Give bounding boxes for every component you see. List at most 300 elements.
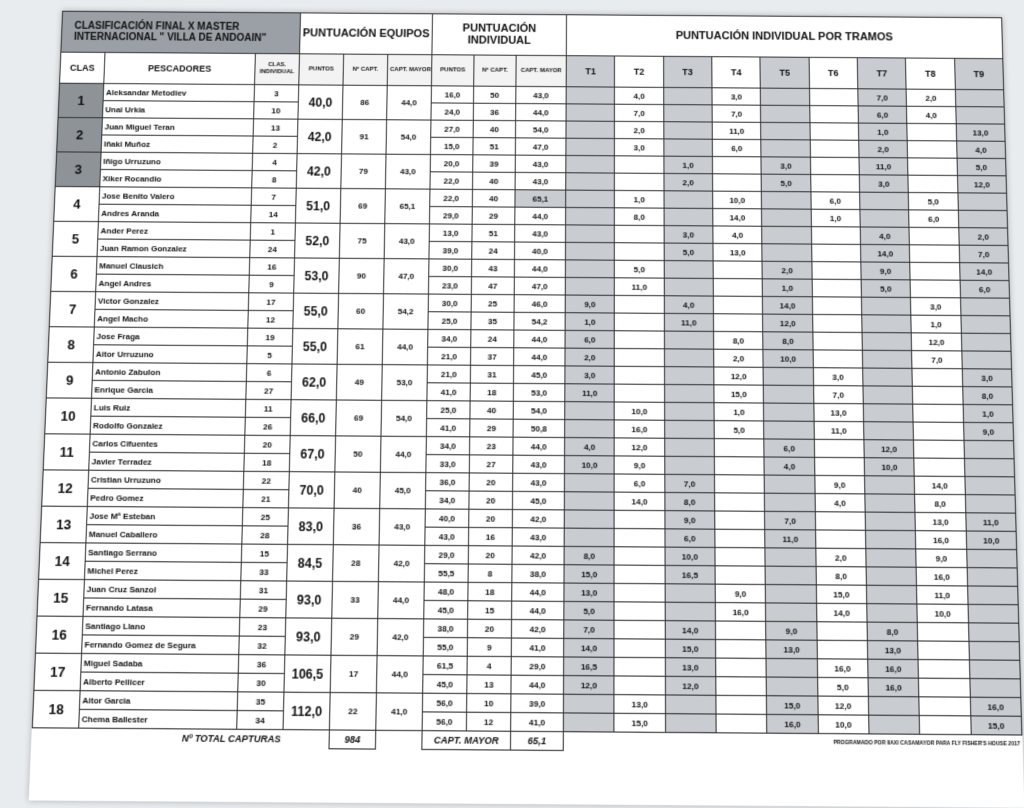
header-puntuacion-equipos: PUNTUACIÓN EQUIPOS bbox=[300, 13, 433, 55]
tramo-score: 9,0 bbox=[815, 475, 865, 493]
tramo-score bbox=[615, 331, 665, 349]
tramo-score bbox=[965, 476, 1016, 494]
individual-points: 45,0 bbox=[424, 600, 468, 619]
tramo-score: 15,0 bbox=[665, 639, 716, 658]
tramo-score: 8,0 bbox=[915, 494, 966, 513]
individual-points: 22,0 bbox=[430, 189, 473, 207]
team-points: 42,0 bbox=[296, 154, 341, 189]
tramo-score bbox=[566, 138, 615, 156]
tramo-score bbox=[565, 402, 615, 420]
tramo-score: 5,0 bbox=[909, 192, 958, 210]
fisher-name: Fernando Gomez de Segura bbox=[82, 635, 240, 655]
team-biggest-capture: 42,0 bbox=[378, 545, 424, 582]
individual-points: 13,0 bbox=[429, 224, 472, 242]
tramo-score: 9,0 bbox=[963, 422, 1013, 440]
individual-biggest-capture: 50,8 bbox=[513, 419, 565, 437]
tramo-score bbox=[716, 695, 767, 714]
col-tramo-7: T7 bbox=[857, 58, 906, 89]
col-n-capt: Nº CAPT. bbox=[343, 54, 388, 85]
tramo-score: 9,0 bbox=[766, 621, 817, 640]
tramo-score: 2,0 bbox=[615, 121, 664, 139]
fisher-name: Jose Benito Valero bbox=[99, 187, 252, 205]
tramo-score: 16,0 bbox=[916, 567, 967, 586]
tramo-score: 7,0 bbox=[912, 351, 962, 369]
team-biggest-capture: 54,2 bbox=[383, 294, 429, 330]
credit-note: PROGRAMADO POR IIAXI CASAMAYOR PARA FLY FISHER'S HOUSE 2017 bbox=[833, 739, 1021, 748]
team-captures: 86 bbox=[342, 85, 387, 120]
tramo-score bbox=[614, 620, 665, 639]
individual-rank: 23 bbox=[239, 618, 285, 637]
tramo-score bbox=[811, 244, 860, 262]
fisher-name: Juan Ramon Gonzalez bbox=[97, 239, 250, 258]
col-ind-puntos: PUNTOS bbox=[431, 55, 474, 86]
tramo-score bbox=[664, 420, 714, 438]
tramo-score: 9,0 bbox=[861, 262, 911, 280]
fisher-name: Cristian Urruzuno bbox=[88, 470, 244, 489]
individual-biggest-capture: 47,0 bbox=[514, 277, 565, 295]
individual-points: 34,0 bbox=[428, 329, 471, 347]
individual-biggest-capture: 54,0 bbox=[513, 401, 565, 419]
tramo-score: 9,0 bbox=[715, 584, 766, 603]
tramo-score: 10,0 bbox=[966, 531, 1017, 550]
tramo-score: 16,0 bbox=[970, 697, 1021, 716]
col-tramo-2: T2 bbox=[615, 56, 664, 87]
individual-captures: 13 bbox=[467, 675, 511, 694]
tramo-score bbox=[910, 245, 960, 263]
tramo-score: 15,0 bbox=[564, 565, 614, 584]
individual-rank: 5 bbox=[247, 346, 293, 364]
individual-rank: 26 bbox=[245, 417, 291, 435]
individual-points: 29,0 bbox=[429, 206, 472, 224]
tramo-score: 3,0 bbox=[859, 175, 908, 193]
individual-rank: 28 bbox=[242, 526, 288, 545]
tramo-score bbox=[664, 402, 714, 420]
fisher-name: Santiago Llano bbox=[82, 616, 239, 636]
tramo-score bbox=[761, 105, 810, 123]
individual-biggest-capture: 44,0 bbox=[512, 583, 564, 602]
tramo-score bbox=[814, 457, 864, 475]
tramo-score bbox=[810, 140, 859, 158]
tramo-score bbox=[564, 528, 614, 547]
tramo-score bbox=[615, 366, 665, 384]
tramo-score bbox=[566, 121, 615, 139]
tramo-score bbox=[969, 641, 1020, 660]
individual-points: 15,0 bbox=[430, 137, 473, 155]
fisher-name: Ander Perez bbox=[98, 222, 251, 241]
individual-captures: 51 bbox=[472, 224, 515, 242]
team-biggest-capture: 54,0 bbox=[386, 120, 431, 155]
tramo-score: 3,0 bbox=[664, 226, 713, 244]
individual-rank: 35 bbox=[237, 692, 284, 711]
individual-captures: 20 bbox=[469, 473, 513, 491]
tramo-score: 4,0 bbox=[664, 296, 713, 314]
fisher-name: Luis Ruiz bbox=[91, 398, 246, 417]
individual-biggest-capture: 44,0 bbox=[514, 348, 565, 366]
tramo-score bbox=[565, 277, 614, 295]
col-tramo-6: T6 bbox=[809, 57, 858, 88]
fisher-name: Rodolfo Gonzalez bbox=[90, 416, 245, 435]
individual-points: 34,0 bbox=[426, 437, 470, 455]
tramo-score: 1,0 bbox=[763, 279, 813, 297]
fisher-name: Fernando Latasa bbox=[83, 598, 240, 618]
tramo-score: 6,0 bbox=[712, 139, 761, 157]
tramo-score bbox=[955, 107, 1004, 125]
tramo-score bbox=[565, 420, 615, 438]
team-points: 55,0 bbox=[293, 293, 339, 329]
fisher-name: Juan Cruz Sanzol bbox=[84, 580, 241, 600]
tramo-score bbox=[614, 528, 664, 547]
tramo-score: 5,0 bbox=[615, 260, 664, 278]
results-body bbox=[32, 83, 1022, 735]
team-biggest-capture: 43,0 bbox=[384, 224, 429, 259]
tramo-score bbox=[714, 457, 764, 475]
tramo-score bbox=[713, 174, 762, 192]
tramo-score: 8,0 bbox=[867, 622, 918, 641]
team-rank: 1 bbox=[58, 83, 104, 118]
individual-points: 23,0 bbox=[428, 276, 471, 294]
team-rank: 9 bbox=[46, 362, 93, 398]
team-rank: 13 bbox=[40, 506, 87, 543]
tramo-score bbox=[614, 583, 664, 602]
tramo-score bbox=[864, 422, 914, 440]
tramo-score bbox=[716, 658, 767, 677]
tramo-score: 1,0 bbox=[858, 123, 907, 141]
individual-points: 25,0 bbox=[427, 401, 470, 419]
results-table bbox=[31, 11, 1023, 755]
team-points: 55,0 bbox=[292, 328, 338, 364]
tramo-score: 6,0 bbox=[665, 529, 715, 548]
tramo-score bbox=[714, 439, 764, 457]
team-rank: 15 bbox=[37, 579, 84, 616]
tramo-score: 14,0 bbox=[713, 208, 762, 226]
fisher-name: Iñigo Urruzuno bbox=[100, 152, 252, 170]
tramo-score bbox=[866, 549, 917, 568]
tramo-score bbox=[615, 156, 664, 174]
team-biggest-capture: 42,0 bbox=[377, 619, 424, 656]
team-points: 84,5 bbox=[287, 544, 334, 581]
tramo-score bbox=[813, 350, 863, 368]
tramo-score: 16,0 bbox=[715, 603, 766, 622]
tramo-score: 1,0 bbox=[664, 156, 713, 174]
tramo-score: 3,0 bbox=[962, 369, 1012, 387]
tramo-score bbox=[664, 122, 713, 140]
tramo-score bbox=[908, 141, 957, 159]
tramo-score bbox=[762, 191, 811, 209]
individual-rank: 32 bbox=[239, 636, 286, 655]
individual-biggest-capture: 38,0 bbox=[512, 564, 564, 583]
tramo-score bbox=[763, 367, 813, 385]
tramo-score bbox=[815, 530, 866, 549]
tramo-score: 13,0 bbox=[814, 403, 864, 421]
tramo-score bbox=[565, 260, 614, 278]
fisher-name: Miguel Sadaba bbox=[81, 653, 239, 673]
header-puntuacion-individual: PUNTUACIÓN INDIVIDUAL bbox=[432, 14, 567, 56]
individual-points: 43,0 bbox=[425, 527, 469, 546]
tramo-score: 5,0 bbox=[957, 158, 1006, 176]
tramo-score: 3,0 bbox=[761, 157, 810, 175]
individual-captures: 10 bbox=[467, 694, 511, 713]
tramo-score bbox=[615, 243, 664, 261]
individual-points: 36,0 bbox=[426, 473, 470, 491]
tramo-score bbox=[761, 140, 810, 158]
capt-mayor-label: CAPT. MAYOR bbox=[422, 731, 511, 750]
tramo-score bbox=[765, 566, 816, 585]
fisher-name: Alberto Pellicer bbox=[80, 672, 238, 692]
team-captures: 69 bbox=[336, 400, 382, 436]
tramo-score bbox=[918, 660, 969, 679]
individual-points: 30,0 bbox=[429, 259, 472, 277]
tramo-score bbox=[766, 584, 817, 603]
individual-captures: 40 bbox=[473, 120, 516, 137]
tramo-score bbox=[615, 384, 665, 402]
tramo-score bbox=[914, 458, 964, 476]
team-points: 42,0 bbox=[297, 119, 342, 154]
tramo-score: 9,0 bbox=[615, 456, 665, 474]
team-captures: 60 bbox=[338, 293, 384, 329]
tramo-score bbox=[564, 492, 614, 511]
team-biggest-capture: 44,0 bbox=[376, 656, 423, 694]
team-captures: 29 bbox=[331, 618, 378, 655]
individual-points: 56,0 bbox=[422, 693, 466, 712]
tramo-score bbox=[860, 210, 909, 228]
individual-biggest-capture: 44,0 bbox=[515, 207, 566, 225]
individual-biggest-capture: 41,0 bbox=[511, 638, 564, 657]
tramo-score: 16,5 bbox=[564, 657, 615, 676]
tramo-score bbox=[664, 384, 714, 402]
team-points: 51,0 bbox=[295, 188, 340, 223]
tramo-score bbox=[765, 475, 815, 493]
tramo-score bbox=[863, 386, 913, 404]
team-points: 40,0 bbox=[298, 85, 343, 120]
individual-points: 41,0 bbox=[427, 383, 470, 401]
tramo-score: 5,0 bbox=[664, 243, 713, 261]
individual-captures: 35 bbox=[471, 312, 514, 330]
tramo-score bbox=[566, 104, 615, 121]
individual-captures: 40 bbox=[473, 172, 516, 190]
tramo-score bbox=[964, 440, 1014, 458]
tramo-score: 2,0 bbox=[906, 89, 955, 106]
fisher-name: Michel Perez bbox=[84, 561, 241, 580]
individual-biggest-capture: 44,0 bbox=[512, 601, 564, 620]
col-tramo-5: T5 bbox=[760, 57, 809, 88]
tramo-score bbox=[767, 677, 818, 696]
tramo-score: 1,0 bbox=[714, 403, 764, 421]
team-biggest-capture: 53,0 bbox=[382, 365, 428, 401]
col-tramo-4: T4 bbox=[712, 57, 761, 88]
individual-rank: 20 bbox=[244, 435, 290, 453]
col-ind-n-capt: Nº CAPT. bbox=[474, 55, 516, 86]
tramo-score: 12,0 bbox=[864, 440, 914, 458]
individual-captures: 16 bbox=[469, 527, 513, 546]
tramo-score bbox=[812, 297, 862, 315]
tramo-score bbox=[716, 714, 767, 733]
team-points: 62,0 bbox=[291, 364, 337, 400]
individual-rank: 4 bbox=[252, 153, 297, 171]
team-rank: 5 bbox=[52, 221, 98, 256]
individual-biggest-capture: 53,0 bbox=[513, 383, 565, 401]
tramo-score bbox=[912, 368, 962, 386]
tramo-score: 5,0 bbox=[564, 601, 615, 620]
tramo-score: 1,0 bbox=[565, 313, 614, 331]
tramo-score bbox=[614, 639, 665, 658]
tramo-score: 12,0 bbox=[665, 676, 716, 695]
tramo-score bbox=[566, 87, 615, 104]
individual-rank: 19 bbox=[247, 328, 293, 346]
tramo-score: 7,0 bbox=[564, 620, 615, 639]
individual-rank: 1 bbox=[250, 223, 295, 241]
individual-rank: 21 bbox=[243, 489, 289, 507]
tramo-score bbox=[861, 297, 911, 315]
tramo-score bbox=[664, 456, 714, 474]
tramo-score: 4,0 bbox=[764, 457, 814, 475]
tramo-score bbox=[961, 351, 1011, 369]
individual-points: 21,0 bbox=[427, 365, 470, 383]
tramo-score: 4,0 bbox=[565, 438, 615, 456]
tramo-score: 7,0 bbox=[959, 245, 1009, 263]
tramo-score: 11,0 bbox=[965, 513, 1016, 532]
tramo-score bbox=[713, 278, 762, 296]
team-biggest-capture: 65,1 bbox=[385, 189, 430, 224]
team-points: 106,5 bbox=[284, 655, 331, 693]
individual-points: 38,0 bbox=[423, 619, 467, 638]
tramo-score bbox=[715, 493, 765, 512]
tramo-score bbox=[565, 242, 614, 260]
tramo-score: 16,0 bbox=[615, 420, 665, 438]
individual-biggest-capture: 45,0 bbox=[512, 491, 564, 510]
tramo-score bbox=[913, 404, 963, 422]
tramo-score bbox=[958, 193, 1007, 211]
tramo-score: 7,0 bbox=[813, 386, 863, 404]
team-captures: 61 bbox=[337, 329, 383, 365]
tramo-score bbox=[713, 261, 762, 279]
individual-rank: 3 bbox=[254, 85, 299, 102]
tramo-score: 5,0 bbox=[714, 421, 764, 439]
fisher-name: Jose Fraga bbox=[94, 327, 248, 346]
individual-captures: 9 bbox=[467, 638, 511, 657]
tramo-score bbox=[863, 404, 913, 422]
team-rank: 18 bbox=[32, 690, 80, 728]
team-rank: 4 bbox=[54, 186, 100, 221]
tramo-score bbox=[664, 208, 713, 226]
team-rank: 10 bbox=[45, 398, 92, 434]
team-biggest-capture: 54,0 bbox=[381, 400, 427, 436]
team-points: 93,0 bbox=[285, 618, 332, 655]
tramo-score: 4,0 bbox=[956, 141, 1005, 159]
tramo-score bbox=[615, 225, 664, 243]
tramo-score bbox=[761, 122, 810, 140]
individual-biggest-capture: 47,0 bbox=[515, 138, 566, 156]
tramo-score: 14,0 bbox=[959, 263, 1009, 281]
tramo-score: 13,0 bbox=[564, 583, 614, 602]
tramo-score bbox=[812, 279, 862, 297]
fisher-name: Antonio Zabulon bbox=[92, 363, 247, 382]
individual-biggest-capture: 43,0 bbox=[515, 225, 566, 243]
tramo-score bbox=[663, 87, 712, 104]
individual-captures: 20 bbox=[469, 509, 513, 528]
individual-biggest-capture: 44,0 bbox=[516, 103, 566, 121]
individual-rank: 36 bbox=[238, 655, 285, 674]
col-capt-mayor: CAPT. MAYOR bbox=[387, 54, 432, 85]
individual-points: 34,0 bbox=[425, 491, 469, 509]
tramo-score bbox=[663, 105, 712, 122]
tramo-score bbox=[765, 493, 815, 512]
tramo-score bbox=[812, 314, 862, 332]
tramo-score bbox=[867, 604, 918, 623]
individual-captures: 23 bbox=[470, 437, 514, 455]
team-captures: 91 bbox=[342, 119, 387, 154]
team-captures: 49 bbox=[336, 364, 382, 400]
individual-captures: 40 bbox=[470, 401, 513, 419]
individual-biggest-capture: 54,0 bbox=[516, 121, 567, 139]
individual-captures: 8 bbox=[468, 564, 512, 583]
tramo-score bbox=[766, 603, 817, 622]
tramo-score bbox=[762, 226, 811, 244]
fisher-name: Iñaki Muñoz bbox=[101, 135, 253, 153]
individual-points: 24,0 bbox=[431, 103, 474, 120]
individual-captures: 43 bbox=[472, 259, 515, 277]
individual-rank: 29 bbox=[240, 599, 286, 618]
individual-points: 25,0 bbox=[428, 312, 471, 330]
tramo-score bbox=[958, 210, 1008, 228]
individual-biggest-capture: 44,0 bbox=[513, 437, 565, 455]
tramo-score: 8,0 bbox=[962, 387, 1012, 405]
individual-points: 55,0 bbox=[423, 637, 467, 656]
tramo-score bbox=[908, 158, 957, 176]
tramo-score bbox=[765, 548, 816, 567]
team-captures: 75 bbox=[339, 223, 384, 258]
individual-points: 22,0 bbox=[430, 172, 473, 190]
team-biggest-capture: 44,0 bbox=[382, 329, 428, 365]
tramo-score: 4,0 bbox=[615, 87, 664, 104]
individual-biggest-capture: 44,0 bbox=[514, 260, 565, 278]
tramo-score bbox=[810, 174, 859, 192]
tramo-score: 5,0 bbox=[761, 174, 810, 192]
team-points: 53,0 bbox=[294, 258, 340, 293]
tramo-score: 10,0 bbox=[565, 456, 615, 474]
team-points: 112,0 bbox=[283, 692, 330, 730]
tramo-score: 16,0 bbox=[916, 531, 967, 550]
fisher-name: Jose Mª Esteban bbox=[87, 506, 243, 525]
team-captures: 33 bbox=[332, 581, 379, 618]
tramo-score: 12,0 bbox=[912, 333, 962, 351]
individual-rank: 27 bbox=[246, 381, 292, 399]
individual-points: 30,0 bbox=[428, 294, 471, 312]
tramo-score bbox=[766, 658, 817, 677]
tramo-score bbox=[566, 173, 615, 191]
tramo-score: 16,0 bbox=[817, 659, 868, 678]
individual-captures: 40 bbox=[472, 189, 515, 207]
col-tramo-3: T3 bbox=[663, 56, 712, 87]
fisher-name: Angel Andres bbox=[96, 274, 250, 293]
tramo-score: 14,0 bbox=[564, 638, 615, 657]
individual-captures: 4 bbox=[467, 656, 511, 675]
tramo-score bbox=[564, 474, 614, 492]
tramo-score: 5,0 bbox=[817, 677, 868, 696]
tramo-score bbox=[907, 123, 956, 141]
individual-biggest-capture: 43,0 bbox=[512, 528, 564, 547]
individual-biggest-capture: 43,0 bbox=[515, 155, 566, 173]
tramo-score: 11,0 bbox=[615, 278, 664, 296]
tramo-score: 8,0 bbox=[714, 331, 764, 349]
individual-captures: 36 bbox=[473, 103, 515, 120]
tramo-score: 14,0 bbox=[915, 476, 965, 494]
individual-rank: 7 bbox=[251, 188, 296, 206]
tramo-score: 1,0 bbox=[963, 404, 1013, 422]
tramo-score bbox=[810, 123, 859, 141]
fisher-name: Enrique Garcia bbox=[92, 380, 247, 399]
tramo-score: 7,0 bbox=[665, 474, 715, 492]
tramo-score bbox=[761, 88, 810, 105]
